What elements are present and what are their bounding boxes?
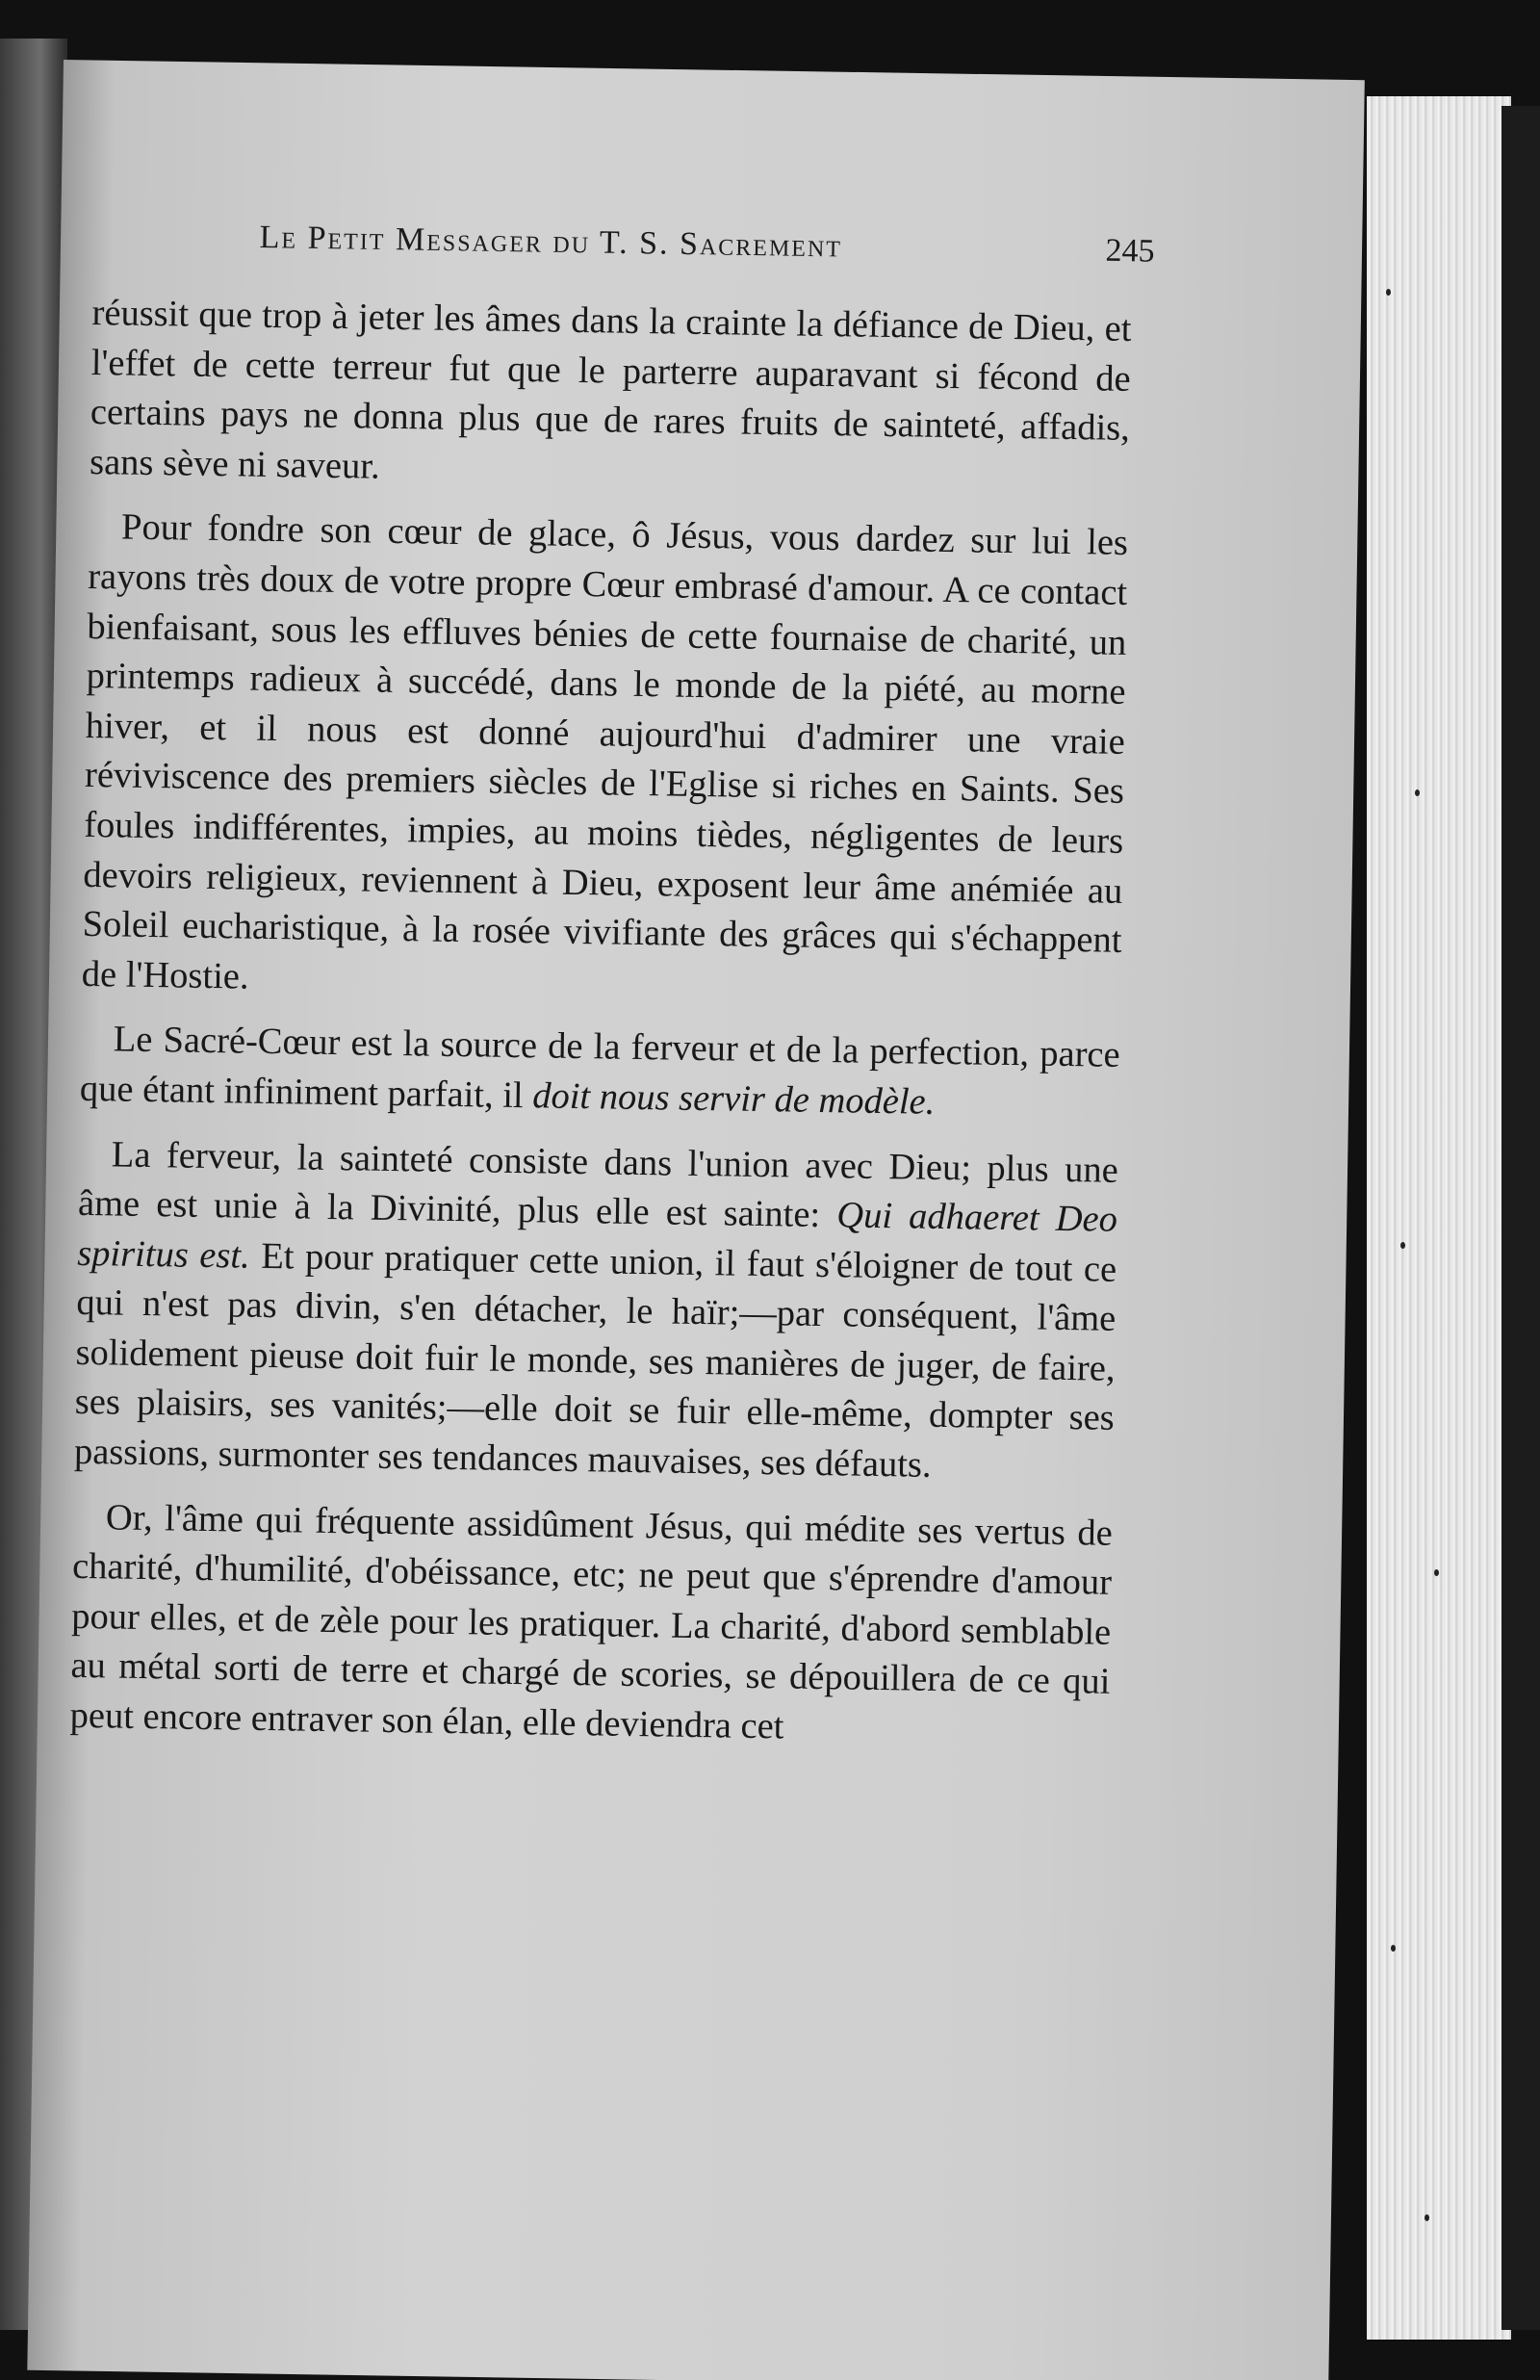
paragraph-text: Pour fondre son cœur de glace, ô Jésus, vous dardez sur lui les rayons très doux de votre propre Cœur embrasé d'amour. A ce contact bienfaisant, sous les effluves bénies de cette fournaise de charité, un printemps radieux à succédé, dans le monde de la piété, au morne hiver, et il nous est donné aujourd'hui d'admirer une vraie réviviscence des premiers siècles de l'Eglise si riches en Saints. Ses foules indifférentes, impies, au moins tièdes, négligentes de leurs devoirs religieux, reviennent à Dieu, exposent leur âme anémiée au Soleil eucharistique, à la rosée vivifiante des grâces qui s'échappent de l'Hostie.: [81, 506, 1129, 997]
ink-speck: [1434, 1569, 1439, 1576]
paragraph: [81, 503, 1128, 1016]
paragraph-text: réussit que trop à jeter les âmes dans la crainte la défiance de Dieu, et l'effet de cette terreur fut que le parterre auparavant si fécond de certains pays ne donna plus que de rares fruits de sainteté, affadis, sans sève ni saveur.: [89, 292, 1132, 487]
page-stack-edge: [1367, 96, 1511, 2340]
ink-speck: [1424, 2214, 1429, 2221]
paragraph-text: La ferveur, la sainteté consiste dans l'union avec Dieu; plus une âme est unie à la Divinité, plus elle est sainte:: [77, 1133, 1119, 1236]
running-title: Le Petit Messager du T. S. Sacrement: [259, 220, 843, 265]
ink-speck: [1391, 1945, 1396, 1952]
ink-speck: [1400, 1242, 1405, 1249]
background-edge: [1502, 106, 1540, 2330]
paragraph-text: Et pour pratiquer cette union, il faut s'éloigner de tout ce qui n'est pas divin, s'en détacher, le haïr;—par conséquent, l'âme solidement pieuse doit fuir le monde, ses manières de juger, de faire, ses plaisirs, ses vanités;—elle doit se fuir elle-même, dompter ses passions, surmonter ses tendances mauvaises, ses défauts.: [73, 1235, 1117, 1486]
paragraph: [69, 1493, 1113, 1758]
paragraph: [74, 1129, 1119, 1493]
page-number: 245: [1105, 232, 1155, 270]
italic-phrase: doit nous servir de modèle.: [531, 1075, 936, 1123]
ink-speck: [1415, 789, 1420, 796]
body-text: [69, 289, 1132, 1772]
ink-speck: [1386, 289, 1391, 296]
latin-quote: Qui adhaeret Deo spiritus est.: [76, 1195, 1118, 1277]
paragraph: [90, 289, 1132, 504]
paragraph-text: Le Sacré-Cœur est la source de la ferveur et de la perfection, parce que étant infiniment parfait, il: [79, 1019, 1120, 1117]
paragraph-text: Or, l'âme qui fréquente assidûment Jésus, qui médite ses vertus de charité, d'humilité, d'obéissance, etc; ne peut que s'éprendre d'amour pour elles, et de zèle pour les pratiquer. La charité, d'abord semblable au métal sorti de terre et chargé de scories, se dépouillera de ce qui peut encore entraver son élan, elle deviendra cet: [69, 1497, 1114, 1747]
paragraph: [80, 1015, 1120, 1130]
